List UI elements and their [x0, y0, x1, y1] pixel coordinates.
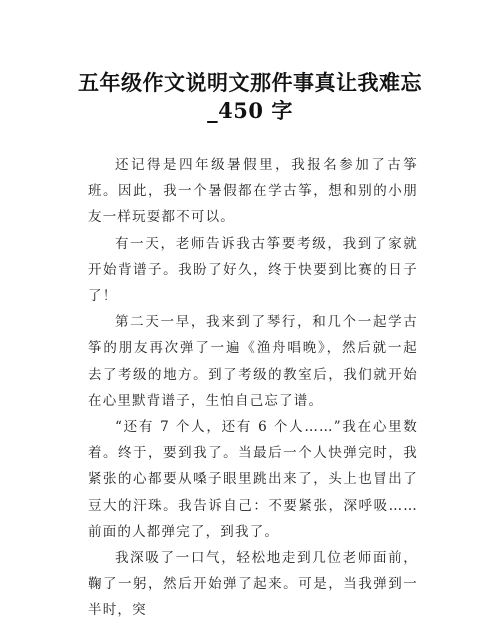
document-title-suffix: _450 字 [207, 98, 293, 123]
paragraph: 我深吸了一口气，轻松地走到几位老师面前，鞠了一躬，然后开始弹了起来。可是，当我弹到一半时，突 [88, 550, 418, 619]
paragraph: 有一天，老师告诉我古筝要考级，我到了家就开始背谱子。我盼了好久，终于快要到比赛的日子了！ [88, 235, 418, 305]
document-body [88, 152, 418, 624]
paragraph: 还记得是四年级暑假里，我报名参加了古筝班。因此，我一个暑假都在学古筝，想和别的小朋友一样玩耍都不可以。 [88, 157, 418, 226]
paragraph: “还有 7 个人，还有 6 个人……”我在心里数着。终于，要到我了。当最后一个人快弹完时，我紧张的心都要从嗓子眼里跳出来了，头上也冒出了豆大的汗珠。我告诉自己：不要紧张，深呼吸……前面的人都弹完了，到我了。 [88, 419, 418, 540]
paragraph: 第二天一早，我来到了琴行，和几个一起学古筝的朋友再次弹了一遍《渔舟唱晚》，然后就一起去了考级的地方。到了考级的教室后，我们就开始在心里默背谱子，生怕自己忘了谱。 [88, 314, 418, 409]
document-title: 五年级作文说明文那件事真让我难忘 [78, 70, 422, 95]
